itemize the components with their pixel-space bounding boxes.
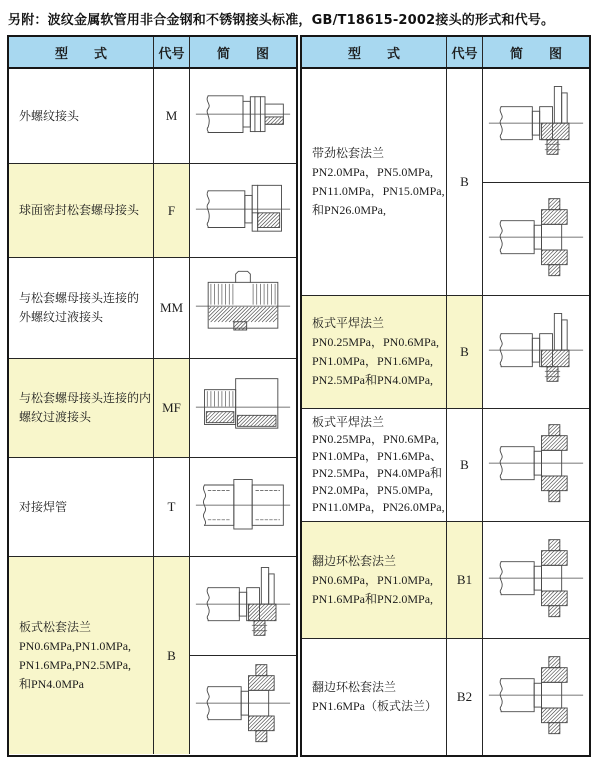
code-cell: B — [154, 557, 190, 754]
type-cell — [9, 258, 154, 358]
code-cell: B — [447, 409, 483, 521]
type-text-line: 与松套螺母接头连接的内 — [19, 391, 152, 405]
code-cell: MF — [154, 359, 190, 457]
loose-plate-flange-diagram — [483, 296, 589, 408]
header-diagram: 简 图 — [509, 45, 562, 61]
type-cell — [302, 639, 447, 755]
diagram-cell — [190, 69, 296, 163]
type-cell — [9, 557, 154, 754]
table-header-row — [302, 37, 589, 69]
type-text-line: PN11.0MPa，PN26.0MPa, — [312, 500, 445, 514]
loose-plate-flange-diagram — [190, 557, 296, 655]
code-cell: B1 — [447, 522, 483, 638]
female-union-diagram — [190, 359, 296, 457]
swivel-nut-joint-diagram — [190, 164, 296, 257]
type-text-line: 板式平焊法兰 — [312, 316, 385, 330]
table-row — [302, 296, 589, 409]
header-type: 型 式 — [9, 37, 154, 67]
type-text-line: PN0.25MPa，PN0.6MPa, — [312, 432, 440, 446]
type-text-line: 外螺纹接头 — [19, 108, 80, 123]
table-row — [302, 639, 589, 755]
type-text-line: PN0.6MPa,PN1.0MPa, — [19, 638, 132, 653]
type-text-line: 板式平焊法兰 — [312, 415, 385, 429]
diagram-cell — [483, 639, 589, 755]
diagram-cell — [483, 522, 589, 638]
collar-flange-diagram — [483, 522, 589, 638]
tables-container — [7, 35, 593, 757]
type-text-line: PN11.0MPa，PN15.0MPa, — [312, 184, 445, 198]
fittings-table-right — [300, 35, 591, 757]
table-row — [9, 359, 296, 458]
male-thread-joint-diagram — [190, 69, 296, 163]
type-text-line: PN1.0MPa，PN1.6MPa、 — [312, 449, 443, 463]
type-text-line: PN0.6MPa，PN1.0MPa, — [312, 572, 434, 587]
type-text-line: PN1.6MPa,PN2.5MPa, — [19, 657, 132, 672]
type-text-line: 螺纹过渡接头 — [19, 410, 92, 424]
table-row — [302, 409, 589, 522]
type-text-line: PN2.5MPa和PN4.0MPa, — [312, 373, 434, 387]
header-code: 代号 — [154, 37, 190, 67]
type-text-line: PN2.5MPa，PN4.0MPa和 — [312, 466, 443, 480]
type-text-line: 对接焊管 — [19, 499, 68, 514]
header-diagram: 简 图 — [216, 45, 269, 61]
header-type: 型 式 — [302, 37, 447, 67]
type-text-line: 翻边环松套法兰 — [312, 680, 397, 694]
type-text-line: 球面密封松套螺母接头 — [19, 203, 140, 217]
type-cell — [302, 296, 447, 408]
fittings-table-left — [7, 35, 298, 757]
type-text-line: PN1.6MPa（板式法兰） — [312, 699, 438, 713]
code-cell: B — [447, 296, 483, 408]
page-title: 另附：波纹金属软管用非合金钢和不锈钢接头标准，GB/T18615-2002接头的形式和代号。 — [8, 13, 555, 28]
code-cell: F — [154, 164, 190, 257]
type-text-line: 外螺纹过液接头 — [19, 310, 104, 324]
table-row — [9, 69, 296, 164]
diagram-cell — [190, 258, 296, 358]
code-cell: B2 — [447, 639, 483, 755]
collar-flange-diagram — [483, 182, 589, 296]
type-cell — [302, 69, 447, 295]
code-cell: T — [154, 458, 190, 556]
type-text-line: PN1.6MPa和PN2.0MPa, — [312, 591, 434, 606]
type-text-line: 和PN26.0MPa, — [312, 203, 387, 217]
diagram-cell — [483, 69, 589, 295]
diagram-cell — [190, 359, 296, 457]
code-cell: B — [447, 69, 483, 295]
table-header-row — [9, 37, 296, 69]
type-cell — [9, 69, 154, 163]
collar-flange-diagram — [190, 655, 296, 754]
diagram-cell — [190, 164, 296, 257]
type-cell — [9, 458, 154, 556]
diagram-cell — [483, 296, 589, 408]
table-row — [302, 522, 589, 639]
type-text-line: 与松套螺母接头连接的 — [19, 291, 140, 305]
type-cell — [9, 164, 154, 257]
code-cell: MM — [154, 258, 190, 358]
collar-flange-diagram — [483, 409, 589, 521]
header-code: 代号 — [447, 37, 483, 67]
table-row — [9, 458, 296, 557]
diagram-cell — [190, 557, 296, 754]
diagram-cell — [483, 409, 589, 521]
butt-weld-tube-diagram — [190, 458, 296, 556]
type-cell — [302, 409, 447, 521]
code-cell: M — [154, 69, 190, 163]
table-row — [9, 557, 296, 754]
male-nipple-diagram — [190, 258, 296, 358]
type-text-line: PN2.0MPa，PN5.0MPa, — [312, 483, 434, 497]
diagram-cell — [190, 458, 296, 556]
table-row — [9, 258, 296, 359]
table-row — [9, 164, 296, 258]
type-text-line: PN1.0MPa，PN1.6MPa, — [312, 354, 434, 368]
type-text-line: 带劲松套法兰 — [312, 146, 385, 160]
type-text-line: 和PN4.0MPa — [19, 676, 85, 691]
type-text-line: 板式松套法兰 — [19, 619, 92, 634]
loose-plate-flange-diagram — [483, 69, 589, 182]
type-text-line: PN0.25MPa，PN0.6MPa, — [312, 335, 440, 349]
table-row — [302, 69, 589, 296]
type-text-line: PN2.0MPa，PN5.0MPa, — [312, 165, 434, 179]
type-text-line: 翻边环松套法兰 — [312, 553, 397, 568]
type-cell — [302, 522, 447, 638]
collar-flange-diagram — [483, 639, 589, 755]
type-cell — [9, 359, 154, 457]
